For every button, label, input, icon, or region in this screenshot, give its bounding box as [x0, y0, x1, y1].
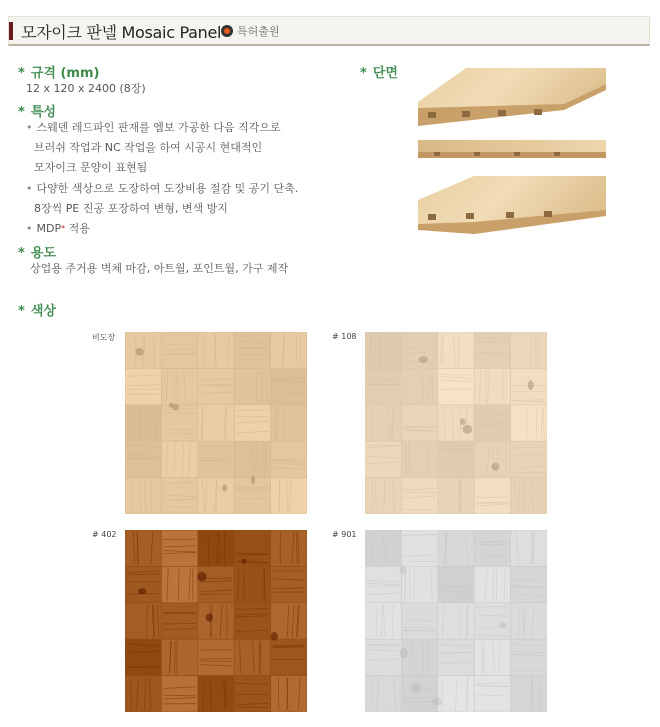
bullet: • — [26, 222, 33, 235]
mosaic-tile — [161, 603, 197, 639]
wood-knot — [419, 356, 429, 363]
mosaic-tile — [365, 478, 401, 514]
wood-knot — [222, 484, 227, 491]
patent-badge — [221, 23, 280, 39]
feature-text: 다양한 색상으로 도장하여 도장비용 절감 및 공기 단축. — [36, 182, 299, 195]
patent-label: 특허출원 — [237, 25, 280, 38]
mosaic-tile — [161, 530, 197, 566]
wood-knot — [169, 403, 173, 408]
mosaic-tile — [271, 676, 307, 712]
feature-line: 8장씩 PE 진공 포장하여 변형, 변색 방지 — [34, 202, 228, 215]
mosaic-tile — [401, 676, 437, 712]
swatch-label: # 901 — [332, 530, 357, 539]
features-heading-label: 특성 — [30, 105, 56, 120]
mosaic-tile — [511, 566, 547, 602]
wood-knot — [460, 418, 466, 425]
mosaic-tile — [125, 530, 161, 566]
mosaic-tile — [198, 368, 234, 404]
section-heading-label: 단면 — [372, 66, 398, 81]
wood-grain — [163, 623, 195, 624]
wood-knot — [135, 348, 143, 356]
mosaic-tile — [125, 603, 161, 639]
star-marker: * — [18, 66, 25, 81]
spec-value: 12 x 120 x 2400 (8장) — [26, 82, 146, 95]
mosaic-tile — [474, 639, 510, 675]
mosaic-tile — [474, 603, 510, 639]
mosaic-tile — [271, 530, 307, 566]
feature-line-mdp — [26, 219, 90, 239]
mdp-star: * — [61, 224, 66, 233]
mosaic-tile — [125, 368, 161, 404]
mosaic-tile — [365, 405, 401, 441]
mosaic-tile — [198, 405, 234, 441]
wood-grain — [476, 421, 508, 422]
swatch-label: # 402 — [92, 530, 117, 539]
mosaic-tile — [438, 566, 474, 602]
feature-text: 스웨덴 레드파인 판재를 엠보 가공한 다음 직각으로 — [36, 121, 281, 134]
mosaic-tile — [234, 530, 270, 566]
swatch-901 — [365, 530, 547, 712]
mosaic-tile — [438, 368, 474, 404]
mosaic-tile — [125, 478, 161, 514]
mosaic-tile — [365, 676, 401, 712]
colors-heading-label: 색상 — [30, 304, 56, 319]
mosaic-tile — [234, 368, 270, 404]
swatch-402 — [125, 530, 307, 712]
mosaic-tile — [474, 530, 510, 566]
header-accent-bar — [9, 22, 13, 40]
page-header — [8, 16, 650, 46]
wood-grain — [403, 510, 435, 511]
mosaic-tile — [511, 603, 547, 639]
mosaic-tile — [511, 530, 547, 566]
wood-knot — [462, 425, 472, 434]
wood-knot — [197, 572, 207, 581]
mosaic-tile — [271, 566, 307, 602]
mosaic-tile — [161, 405, 197, 441]
mosaic-tile — [401, 478, 437, 514]
mosaic-tile — [474, 478, 510, 514]
mosaic-tile — [161, 676, 197, 712]
bullet: • — [26, 121, 33, 134]
star-marker: * — [18, 246, 25, 261]
mosaic-tile — [438, 530, 474, 566]
page-title: 모자이크 판넬 Mosaic Panel — [21, 23, 222, 42]
mosaic-tile — [401, 639, 437, 675]
bullet: • — [26, 182, 33, 195]
feature-line — [26, 118, 281, 138]
wood-knot — [432, 697, 442, 705]
mosaic-tile — [161, 639, 197, 675]
mosaic-tile — [234, 332, 270, 368]
mosaic-tile — [474, 676, 510, 712]
wood-grain — [163, 483, 195, 484]
mosaic-tile — [511, 676, 547, 712]
wood-knot — [400, 566, 407, 575]
star-marker: * — [360, 66, 367, 81]
swatch-label: # 108 — [332, 332, 357, 341]
mdp-label: MDP — [36, 222, 62, 235]
patent-icon — [221, 25, 233, 37]
feature-line — [26, 179, 298, 199]
mosaic-tile — [234, 603, 270, 639]
swatch-label: 비도장 — [92, 333, 116, 342]
mosaic-tile — [198, 603, 234, 639]
mosaic-tile — [271, 368, 307, 404]
wood-knot — [271, 632, 278, 641]
mosaic-tile — [198, 639, 234, 675]
mosaic-tile — [198, 530, 234, 566]
mdp-suffix: 적용 — [68, 222, 90, 235]
mosaic-tile — [125, 405, 161, 441]
mosaic-tile — [401, 566, 437, 602]
wood-grain — [440, 449, 472, 450]
cross-section-image — [414, 64, 610, 236]
wood-knot — [491, 463, 499, 471]
mosaic-tile — [438, 405, 474, 441]
mosaic-tile — [401, 441, 437, 477]
mosaic-tile — [511, 332, 547, 368]
mosaic-tile — [401, 332, 437, 368]
wood-grain — [534, 532, 535, 564]
star-marker: * — [18, 304, 25, 319]
wood-grain — [127, 651, 159, 652]
mosaic-tile — [271, 405, 307, 441]
wood-knot — [499, 622, 507, 627]
mosaic-tile — [438, 478, 474, 514]
usage-value: 상업용 주거용 벽체 마감, 아트월, 포인트월, 가구 제작 — [30, 262, 289, 275]
mosaic-tile — [401, 405, 437, 441]
mosaic-tile — [271, 478, 307, 514]
wood-knot — [138, 588, 147, 594]
mosaic-tile — [198, 566, 234, 602]
wood-knot — [206, 613, 213, 621]
wood-knot — [412, 683, 421, 693]
star-marker: * — [18, 105, 25, 120]
mosaic-tile — [271, 639, 307, 675]
wood-grain — [461, 480, 462, 512]
wood-knot — [528, 380, 534, 390]
mosaic-tile — [365, 368, 401, 404]
wood-knot — [400, 648, 408, 659]
wood-knot — [251, 476, 255, 484]
spec-heading-label: 규격 (mm) — [30, 66, 100, 81]
mosaic-tile — [271, 332, 307, 368]
wood-grain — [367, 384, 399, 385]
wood-knot — [241, 559, 246, 564]
swatch-natural — [125, 332, 307, 514]
feature-line: 모자이크 문양이 표현됨 — [34, 161, 148, 174]
usage-heading-label: 용도 — [30, 246, 56, 261]
colors-heading — [18, 300, 56, 319]
section-heading — [360, 62, 398, 81]
feature-line: 브러쉬 작업과 NC 작업을 하여 시공시 현대적인 — [34, 141, 263, 154]
wood-grain — [367, 390, 399, 391]
swatch-108 — [365, 332, 547, 514]
